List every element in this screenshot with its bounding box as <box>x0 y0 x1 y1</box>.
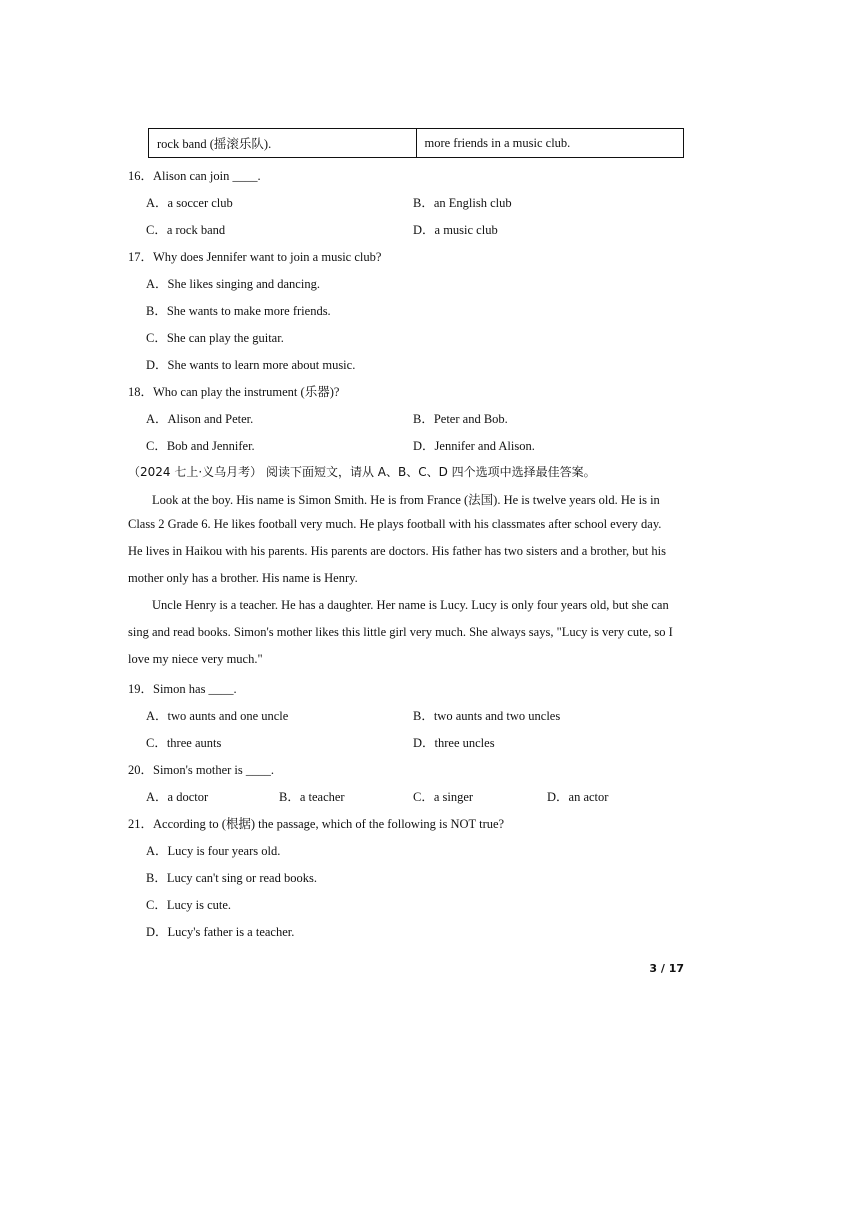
question-16-option-c: C．a rock band <box>146 223 226 237</box>
question-17-option-a: A．She likes singing and dancing. <box>146 277 320 291</box>
question-17-option-c: C．She can play the guitar. <box>146 331 284 345</box>
question-19-option-a: A．two aunts and one uncle <box>146 709 289 723</box>
question-20-stem: 20．Simon's mother is ____. <box>128 763 275 777</box>
passage-paragraph-2-line-3: love my niece very much." <box>128 652 263 666</box>
question-18-option-a: A．Alison and Peter. <box>146 412 254 426</box>
question-16-option-d: D．a music club <box>413 223 498 237</box>
question-20-option-c: C．a singer <box>413 790 474 804</box>
question-16-option-a: A．a soccer club <box>146 196 233 210</box>
question-21-option-a: A．Lucy is four years old. <box>146 844 281 858</box>
passage-paragraph-1-line-4: mother only has a brother. His name is Henry. <box>128 571 358 585</box>
question-19-option-c: C．three aunts <box>146 736 222 750</box>
page-number: 3 / 17 <box>649 962 684 975</box>
question-17-option-b: B．She wants to make more friends. <box>146 304 331 318</box>
table-cell-right: more friends in a music club. <box>416 129 684 158</box>
question-17-stem: 17．Why does Jennifer want to join a music club? <box>128 250 382 264</box>
question-20-option-b: B．a teacher <box>279 790 345 804</box>
question-20-option-a: A．a doctor <box>146 790 209 804</box>
question-16-option-b: B．an English club <box>413 196 512 210</box>
passage-paragraph-1-line-1: Look at the boy. His name is Simon Smith. He is from France (法国). He is twelve years old. He is in <box>152 493 660 507</box>
table-row <box>149 129 684 158</box>
passage-paragraph-2-line-2: sing and read books. Simon's mother likes this little girl very much. She always says, "Lucy is very cute, so I <box>128 625 673 639</box>
question-17-option-d: D．She wants to learn more about music. <box>146 358 356 372</box>
question-21-option-d: D．Lucy's father is a teacher. <box>146 925 295 939</box>
question-19-option-b: B．two aunts and two uncles <box>413 709 561 723</box>
question-19-stem: 19．Simon has ____. <box>128 682 237 696</box>
question-20-option-d: D．an actor <box>547 790 609 804</box>
section-instructions: （2024 七上·义乌月考） 阅读下面短文，请从 A、B、C、D 四个选项中选择最佳答案。 <box>128 465 596 479</box>
question-21-option-b: B．Lucy can't sing or read books. <box>146 871 317 885</box>
clubs-table <box>148 128 684 158</box>
question-18-option-d: D．Jennifer and Alison. <box>413 439 535 453</box>
question-21-option-c: C．Lucy is cute. <box>146 898 232 912</box>
passage-paragraph-1-line-3: He lives in Haikou with his parents. His parents are doctors. His father has two sisters and a brother, but his <box>128 544 666 558</box>
passage-paragraph-2-line-1: Uncle Henry is a teacher. He has a daughter. Her name is Lucy. Lucy is only four years old, but she can <box>152 598 669 612</box>
question-21-stem: 21．According to (根据) the passage, which of the following is NOT true? <box>128 817 505 831</box>
question-18-stem: 18．Who can play the instrument (乐器)? <box>128 385 340 399</box>
passage-paragraph-1-line-2: Class 2 Grade 6. He likes football very much. He plays football with his classmates after school every day. <box>128 517 662 531</box>
table-cell-left: rock band (摇滚乐队). <box>149 129 417 158</box>
question-18-option-b: B．Peter and Bob. <box>413 412 508 426</box>
question-18-option-c: C．Bob and Jennifer. <box>146 439 255 453</box>
question-16-stem: 16．Alison can join ____. <box>128 169 261 183</box>
question-19-option-d: D．three uncles <box>413 736 495 750</box>
